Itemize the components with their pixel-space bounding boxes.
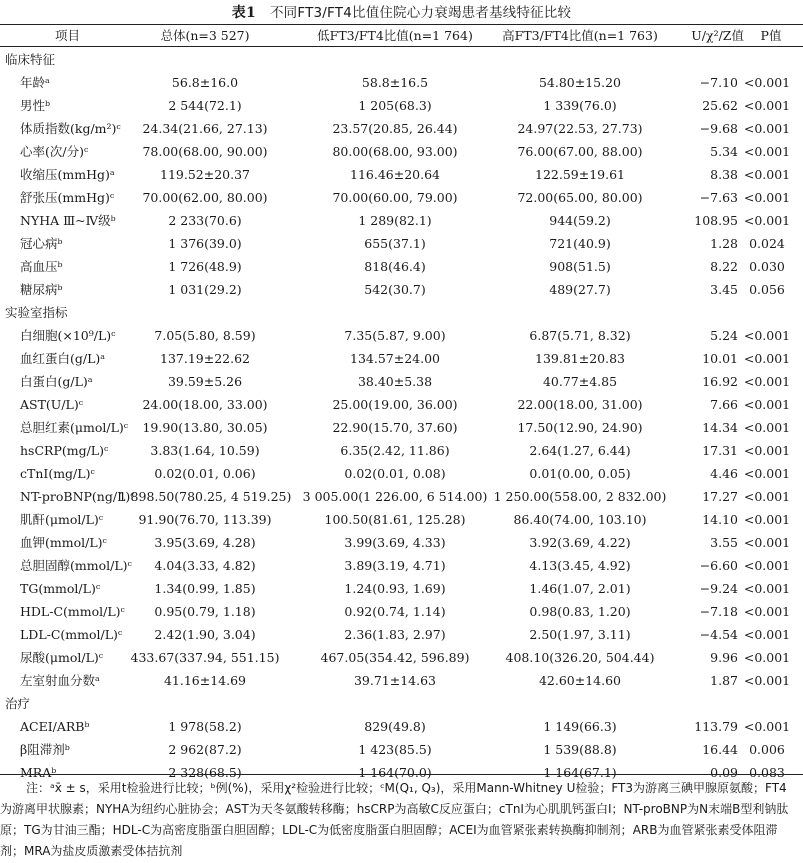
cell-total: 119.52±20.37 <box>160 167 250 182</box>
cell-high: 1 164(67.1) <box>543 765 617 780</box>
cell-high: 86.40(74.00, 103.10) <box>513 512 647 527</box>
header-low: 低FT3/FT4比值(n=1 764) <box>317 28 473 43</box>
cell-high: 139.81±20.83 <box>535 351 625 366</box>
cell-p: <0.001 <box>743 420 791 435</box>
cell-stat: −9.24 <box>699 581 738 596</box>
cell-item: 血钾(mmol/L)ᶜ <box>20 535 107 550</box>
cell-high: 944(59.2) <box>549 213 611 228</box>
cell-total: 70.00(62.00, 80.00) <box>142 190 268 205</box>
cell-item: 白细胞(×10⁹/L)ᶜ <box>20 328 116 343</box>
cell-high: 1 539(88.8) <box>543 742 617 757</box>
cell-high: 76.00(67.00, 88.00) <box>517 144 643 159</box>
table-row <box>0 416 803 439</box>
cell-low: 134.57±24.00 <box>350 351 440 366</box>
cell-low: 3.89(3.19, 4.71) <box>344 558 446 573</box>
cell-total: 1 978(58.2) <box>168 719 242 734</box>
cell-p: 0.083 <box>749 765 785 780</box>
table-row <box>0 393 803 416</box>
cell-high: 42.60±14.60 <box>538 673 622 688</box>
cell-stat: −6.60 <box>699 558 738 573</box>
cell-item: 体质指数(kg/m²)ᶜ <box>20 121 121 136</box>
cell-high: 24.97(22.53, 27.73) <box>517 121 643 136</box>
cell-p: <0.001 <box>743 604 791 619</box>
cell-stat: 14.10 <box>702 512 738 527</box>
cell-total: 4.04(3.33, 4.82) <box>154 558 256 573</box>
cell-stat: 17.31 <box>702 443 738 458</box>
cell-item: 年龄ᵃ <box>20 75 50 90</box>
cell-item: 总胆固醇(mmol/L)ᶜ <box>20 558 132 573</box>
cell-stat: 108.95 <box>694 213 738 228</box>
cell-p: <0.001 <box>743 190 791 205</box>
cell-p: <0.001 <box>743 351 791 366</box>
cell-total: 137.19±22.62 <box>160 351 250 366</box>
cell-high: 22.00(18.00, 31.00) <box>517 397 643 412</box>
cell-stat: 5.34 <box>710 144 738 159</box>
cell-total: 2 233(70.6) <box>168 213 242 228</box>
cell-low: 7.35(5.87, 9.00) <box>344 328 446 343</box>
table-row <box>0 669 803 692</box>
cell-stat: 16.92 <box>702 374 738 389</box>
cell-low: 6.35(2.42, 11.86) <box>340 443 450 458</box>
cell-p: <0.001 <box>743 75 791 90</box>
table-row <box>0 140 803 163</box>
cell-high: 2.64(1.27, 6.44) <box>529 443 631 458</box>
cell-p: 0.024 <box>749 236 785 251</box>
table-caption: 不同FT3/FT4比值住院心力衰竭患者基线特征比较 <box>269 5 572 21</box>
cell-item: 尿酸(μmol/L)ᶜ <box>20 650 104 665</box>
section-label: 临床特征 <box>5 52 56 67</box>
header-rule <box>0 46 803 47</box>
cell-low: 829(49.8) <box>364 719 426 734</box>
table-number: 表1 <box>231 5 256 21</box>
cell-p: <0.001 <box>743 213 791 228</box>
cell-item: LDL-C(mmol/L)ᶜ <box>20 627 123 642</box>
cell-item: β阻滞剂ᵇ <box>20 742 70 757</box>
cell-p: 0.056 <box>749 282 785 297</box>
cell-p: <0.001 <box>743 489 791 504</box>
table-row <box>0 646 803 669</box>
cell-stat: 8.38 <box>710 167 738 182</box>
cell-total: 7.05(5.80, 8.59) <box>154 328 256 343</box>
cell-stat: 4.46 <box>710 466 738 481</box>
cell-p: <0.001 <box>743 466 791 481</box>
cell-item: 肌酐(μmol/L)ᶜ <box>20 512 104 527</box>
cell-low: 25.00(19.00, 36.00) <box>332 397 458 412</box>
cell-item: NYHA Ⅲ~Ⅳ级ᵇ <box>20 213 116 228</box>
cell-p: <0.001 <box>743 328 791 343</box>
header-p: P值 <box>760 28 782 43</box>
cell-high: 489(27.7) <box>549 282 611 297</box>
cell-item: TG(mmol/L)ᶜ <box>20 581 101 596</box>
cell-high: 4.13(3.45, 4.92) <box>529 558 631 573</box>
cell-total: 1 726(48.9) <box>168 259 242 274</box>
cell-stat: 3.55 <box>710 535 738 550</box>
cell-p: <0.001 <box>743 374 791 389</box>
cell-low: 116.46±20.64 <box>350 167 440 182</box>
table-row <box>0 623 803 646</box>
cell-stat: −4.54 <box>699 627 738 642</box>
table-row <box>0 94 803 117</box>
cell-low: 39.71±14.63 <box>353 673 437 688</box>
cell-low: 23.57(20.85, 26.44) <box>332 121 458 136</box>
cell-stat: 25.62 <box>702 98 738 113</box>
cell-stat: 17.27 <box>702 489 738 504</box>
cell-stat: −7.63 <box>699 190 738 205</box>
header-item: 项目 <box>55 28 81 43</box>
table-row <box>0 324 803 347</box>
cell-total: 2.42(1.90, 3.04) <box>154 627 256 642</box>
cell-high: 0.98(0.83, 1.20) <box>529 604 631 619</box>
cell-item: 高血压ᵇ <box>20 259 63 274</box>
cell-low: 1 423(85.5) <box>358 742 432 757</box>
cell-total: 2 544(72.1) <box>168 98 242 113</box>
cell-stat: 14.34 <box>702 420 738 435</box>
cell-p: <0.001 <box>743 673 791 688</box>
cell-low: 818(46.4) <box>364 259 426 274</box>
cell-item: MRAᵇ <box>20 765 57 780</box>
cell-high: 6.87(5.71, 8.32) <box>529 328 631 343</box>
cell-high: 122.59±19.61 <box>535 167 625 182</box>
table-row <box>0 508 803 531</box>
cell-high: 1 339(76.0) <box>543 98 617 113</box>
cell-stat: 8.22 <box>710 259 738 274</box>
table-row <box>0 531 803 554</box>
cell-stat: 0.09 <box>710 765 738 780</box>
table-row <box>0 462 803 485</box>
table-row <box>0 485 803 508</box>
top-rule <box>0 24 803 25</box>
cell-stat: −9.68 <box>699 121 738 136</box>
cell-p: <0.001 <box>743 581 791 596</box>
cell-item: 血红蛋白(g/L)ᵃ <box>20 351 106 366</box>
cell-high: 2.50(1.97, 3.11) <box>529 627 631 642</box>
cell-item: 男性ᵇ <box>20 98 50 113</box>
table-row <box>0 600 803 623</box>
cell-p: <0.001 <box>743 144 791 159</box>
cell-item: 白蛋白(g/L)ᵃ <box>20 374 93 389</box>
cell-low: 3.99(3.69, 4.33) <box>344 535 446 550</box>
table-row <box>0 232 803 255</box>
cell-total: 91.90(76.70, 113.39) <box>138 512 272 527</box>
cell-low: 100.50(81.61, 125.28) <box>324 512 466 527</box>
cell-p: <0.001 <box>743 167 791 182</box>
table-row <box>0 209 803 232</box>
cell-total: 19.90(13.80, 30.05) <box>142 420 268 435</box>
cell-p: 0.006 <box>749 742 785 757</box>
table-row <box>0 186 803 209</box>
cell-item: HDL-C(mmol/L)ᶜ <box>20 604 125 619</box>
cell-low: 3 005.00(1 226.00, 6 514.00) <box>302 489 488 504</box>
cell-total: 24.34(21.66, 27.13) <box>142 121 268 136</box>
cell-low: 1 164(70.0) <box>358 765 432 780</box>
cell-p: <0.001 <box>743 121 791 136</box>
cell-high: 17.50(12.90, 24.90) <box>517 420 643 435</box>
cell-high: 408.10(326.20, 504.44) <box>505 650 655 665</box>
cell-stat: 3.45 <box>710 282 738 297</box>
cell-p: 0.030 <box>749 259 785 274</box>
cell-stat: 9.96 <box>710 650 738 665</box>
cell-item: 冠心病ᵇ <box>20 236 63 251</box>
cell-p: <0.001 <box>743 650 791 665</box>
cell-item: 收缩压(mmHg)ᵃ <box>20 167 115 182</box>
cell-high: 3.92(3.69, 4.22) <box>529 535 631 550</box>
cell-stat: 10.01 <box>702 351 738 366</box>
cell-low: 0.92(0.74, 1.14) <box>344 604 446 619</box>
cell-stat: −7.18 <box>699 604 738 619</box>
section-header <box>0 301 803 324</box>
table-note: 注：ᵃx̄ ± s，采用t检验进行比较；ᵇ例(%)，采用χ²检验进行比较；ᶜM(Q₁, Q₃)，采用Mann-Whitney U检验；FT3为游离三碘甲腺原氨酸；FT4为游离甲状腺素；NYHA为纽约心脏协会；AST为天冬氨酸转移酶；hsCRP为高敏C反应蛋白；cTnI为心肌肌钙蛋白I；NT-proBNP为N末端B型利钠肽原；TG为甘油三酯；HDL-C为高密度脂蛋白胆固醇；LDL-C为低密度脂蛋白胆固醇；ACEI为血管紧张素转换酶抑制剂；ARB为血管紧张素受体阻滞剂；MRA为盐皮质激素受体拮抗剂 <box>0 781 789 858</box>
cell-p: <0.001 <box>743 512 791 527</box>
cell-stat: 16.44 <box>702 742 738 757</box>
table-row <box>0 347 803 370</box>
cell-total: 1.34(0.99, 1.85) <box>154 581 256 596</box>
cell-low: 70.00(60.00, 79.00) <box>332 190 458 205</box>
cell-total: 1 031(29.2) <box>168 282 242 297</box>
table-row <box>0 738 803 761</box>
cell-low: 22.90(15.70, 37.60) <box>332 420 458 435</box>
cell-p: <0.001 <box>743 719 791 734</box>
cell-total: 39.59±5.26 <box>167 374 243 389</box>
header-stat: U/χ²/Z值 <box>691 28 744 43</box>
cell-stat: 1.87 <box>710 673 738 688</box>
bottom-rule <box>0 774 803 775</box>
cell-stat: 5.24 <box>710 328 738 343</box>
cell-total: 1 376(39.0) <box>168 236 242 251</box>
cell-high: 72.00(65.00, 80.00) <box>517 190 643 205</box>
cell-p: <0.001 <box>743 627 791 642</box>
table-row <box>0 117 803 140</box>
cell-low: 1 205(68.3) <box>358 98 432 113</box>
cell-total: 78.00(68.00, 90.00) <box>142 144 268 159</box>
cell-total: 56.8±16.0 <box>171 75 239 90</box>
cell-high: 908(51.5) <box>549 259 611 274</box>
cell-stat: −7.10 <box>699 75 738 90</box>
cell-total: 3.83(1.64, 10.59) <box>150 443 260 458</box>
cell-total: 41.16±14.69 <box>163 673 247 688</box>
table-title <box>0 1 803 22</box>
cell-item: AST(U/L)ᶜ <box>20 397 84 412</box>
cell-p: <0.001 <box>743 443 791 458</box>
cell-high: 40.77±4.85 <box>542 374 618 389</box>
cell-low: 38.40±5.38 <box>357 374 433 389</box>
table-row <box>0 370 803 393</box>
cell-high: 0.01(0.00, 0.05) <box>529 466 631 481</box>
cell-total: 0.02(0.01, 0.06) <box>154 466 256 481</box>
cell-low: 58.8±16.5 <box>361 75 429 90</box>
cell-high: 54.80±15.20 <box>538 75 622 90</box>
cell-high: 1 149(66.3) <box>543 719 617 734</box>
cell-item: NT-proBNP(ng/L)ᶜ <box>20 489 135 504</box>
header-total: 总体(n=3 527) <box>160 28 250 43</box>
cell-total: 3.95(3.69, 4.28) <box>154 535 256 550</box>
cell-total: 433.67(337.94, 551.15) <box>130 650 280 665</box>
cell-high: 721(40.9) <box>549 236 611 251</box>
cell-total: 2 328(68.5) <box>168 765 242 780</box>
table-row <box>0 554 803 577</box>
cell-item: 糖尿病ᵇ <box>20 282 63 297</box>
cell-high: 1 250.00(558.00, 2 832.00) <box>493 489 667 504</box>
cell-total: 1 898.50(780.25, 4 519.25) <box>118 489 292 504</box>
section-label: 实验室指标 <box>5 305 68 320</box>
cell-low: 542(30.7) <box>364 282 426 297</box>
cell-low: 1.24(0.93, 1.69) <box>344 581 446 596</box>
cell-item: 舒张压(mmHg)ᶜ <box>20 190 115 205</box>
cell-item: 左室射血分数ᵃ <box>20 673 100 688</box>
cell-low: 467.05(354.42, 596.89) <box>320 650 470 665</box>
cell-item: 总胆红素(μmol/L)ᶜ <box>20 420 129 435</box>
table-row <box>0 163 803 186</box>
section-label: 治疗 <box>5 696 31 711</box>
cell-p: <0.001 <box>743 558 791 573</box>
cell-total: 24.00(18.00, 33.00) <box>142 397 268 412</box>
cell-total: 2 962(87.2) <box>168 742 242 757</box>
table-row <box>0 439 803 462</box>
table-row <box>0 71 803 94</box>
section-header <box>0 692 803 715</box>
cell-low: 80.00(68.00, 93.00) <box>332 144 458 159</box>
cell-item: 心率(次/分)ᶜ <box>20 144 89 159</box>
cell-item: cTnI(mg/L)ᶜ <box>20 466 95 481</box>
cell-stat: 7.66 <box>710 397 738 412</box>
cell-low: 1 289(82.1) <box>358 213 432 228</box>
header-high: 高FT3/FT4比值(n=1 763) <box>502 28 658 43</box>
section-header <box>0 48 803 71</box>
cell-low: 0.02(0.01, 0.08) <box>344 466 446 481</box>
cell-item: ACEI/ARBᵇ <box>20 719 90 734</box>
cell-low: 2.36(1.83, 2.97) <box>344 627 446 642</box>
cell-high: 1.46(1.07, 2.01) <box>529 581 631 596</box>
cell-low: 655(37.1) <box>364 236 426 251</box>
cell-p: <0.001 <box>743 397 791 412</box>
table-row <box>0 577 803 600</box>
cell-total: 0.95(0.79, 1.18) <box>154 604 256 619</box>
cell-p: <0.001 <box>743 98 791 113</box>
cell-item: hsCRP(mg/L)ᶜ <box>20 443 109 458</box>
cell-stat: 1.28 <box>710 236 738 251</box>
cell-stat: 113.79 <box>694 719 738 734</box>
table-row <box>0 715 803 738</box>
table-row <box>0 278 803 301</box>
cell-p: <0.001 <box>743 535 791 550</box>
table-row <box>0 255 803 278</box>
